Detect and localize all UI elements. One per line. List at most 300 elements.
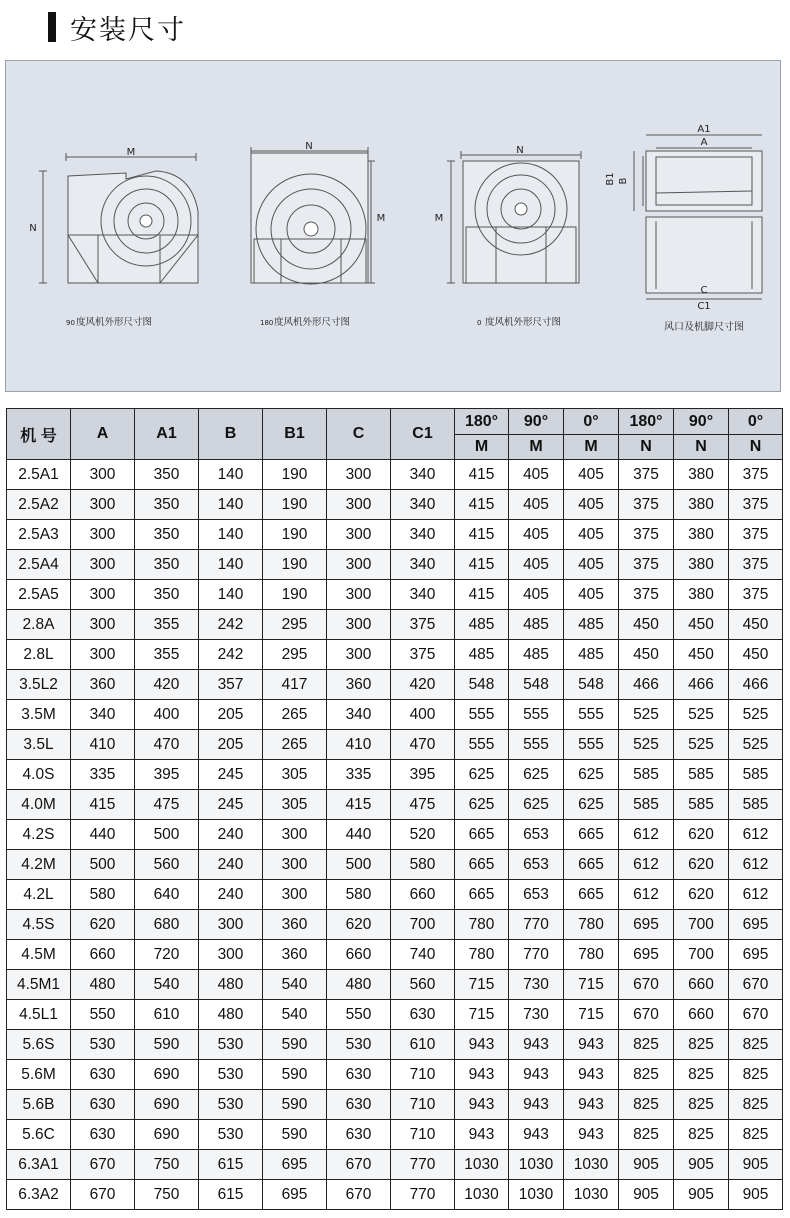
- table-cell: 405: [564, 580, 619, 610]
- table-cell: 690: [135, 1120, 199, 1150]
- table-cell: 665: [564, 850, 619, 880]
- table-cell: 300: [71, 610, 135, 640]
- table-cell: 380: [674, 520, 729, 550]
- model-cell: 4.5S: [7, 910, 71, 940]
- model-cell: 2.5A2: [7, 490, 71, 520]
- table-cell: 585: [674, 790, 729, 820]
- table-cell: 410: [71, 730, 135, 760]
- table-row: [7, 640, 783, 670]
- table-cell: 825: [674, 1120, 729, 1150]
- table-cell: 440: [327, 820, 391, 850]
- fan-180-diagram: [251, 141, 385, 328]
- table-cell: 660: [674, 1000, 729, 1030]
- table-cell: 205: [199, 730, 263, 760]
- header-angle-180-n: 180°: [619, 409, 674, 435]
- table-cell: 300: [327, 460, 391, 490]
- table-cell: 612: [619, 820, 674, 850]
- table-cell: 240: [199, 820, 263, 850]
- model-cell: 2.5A1: [7, 460, 71, 490]
- table-cell: 585: [729, 790, 783, 820]
- table-cell: 265: [263, 700, 327, 730]
- table-cell: 825: [674, 1030, 729, 1060]
- table-cell: 670: [619, 1000, 674, 1030]
- table-cell: 300: [327, 610, 391, 640]
- table-cell: 943: [455, 1120, 509, 1150]
- table-cell: 375: [619, 550, 674, 580]
- table-cell: 555: [564, 730, 619, 760]
- header-angle-0-n: 0°: [729, 409, 783, 435]
- header-c: C: [327, 409, 391, 460]
- table-cell: 610: [391, 1030, 455, 1060]
- table-cell: 375: [729, 550, 783, 580]
- table-cell: 590: [263, 1090, 327, 1120]
- table-cell: 360: [327, 670, 391, 700]
- fan-0-caption: 度风机外形尺寸图: [485, 317, 562, 328]
- table-row: [7, 1150, 783, 1180]
- table-cell: 905: [619, 1150, 674, 1180]
- table-cell: 470: [391, 730, 455, 760]
- table-cell: 825: [619, 1090, 674, 1120]
- subheader-m: M: [455, 435, 509, 460]
- table-cell: 540: [263, 970, 327, 1000]
- table-cell: 205: [199, 700, 263, 730]
- table-cell: 300: [263, 880, 327, 910]
- table-cell: 625: [455, 760, 509, 790]
- table-cell: 357: [199, 670, 263, 700]
- fan-0-label-m: M: [434, 213, 444, 224]
- table-cell: 480: [199, 1000, 263, 1030]
- table-cell: 580: [391, 850, 455, 880]
- table-cell: 710: [391, 1120, 455, 1150]
- table-cell: 415: [327, 790, 391, 820]
- table-cell: 585: [619, 790, 674, 820]
- table-cell: 450: [729, 640, 783, 670]
- table-cell: 825: [674, 1060, 729, 1090]
- table-cell: 825: [619, 1120, 674, 1150]
- table-cell: 500: [71, 850, 135, 880]
- table-row: [7, 850, 783, 880]
- table-cell: 590: [135, 1030, 199, 1060]
- table-cell: 350: [135, 580, 199, 610]
- table-cell: 300: [263, 850, 327, 880]
- table-cell: 715: [564, 970, 619, 1000]
- table-cell: 1030: [564, 1150, 619, 1180]
- table-cell: 520: [391, 820, 455, 850]
- table-cell: 415: [455, 550, 509, 580]
- table-cell: 240: [199, 880, 263, 910]
- table-row: [7, 520, 783, 550]
- table-cell: 530: [199, 1060, 263, 1090]
- table-cell: 415: [455, 460, 509, 490]
- table-row: [7, 1090, 783, 1120]
- table-cell: 555: [509, 700, 564, 730]
- table-cell: 450: [674, 610, 729, 640]
- table-cell: 360: [263, 940, 327, 970]
- table-cell: 630: [71, 1090, 135, 1120]
- table-cell: 750: [135, 1150, 199, 1180]
- table-cell: 420: [135, 670, 199, 700]
- model-cell: 4.5L1: [7, 1000, 71, 1030]
- table-cell: 825: [674, 1090, 729, 1120]
- table-cell: 530: [71, 1030, 135, 1060]
- table-row: [7, 1180, 783, 1210]
- table-cell: 625: [509, 760, 564, 790]
- table-cell: 405: [564, 460, 619, 490]
- table-cell: 630: [71, 1060, 135, 1090]
- table-cell: 695: [263, 1180, 327, 1210]
- table-cell: 670: [327, 1180, 391, 1210]
- table-cell: 670: [71, 1180, 135, 1210]
- table-cell: 190: [263, 520, 327, 550]
- dimension-diagrams: [6, 61, 782, 393]
- table-cell: 665: [455, 880, 509, 910]
- table-cell: 300: [199, 940, 263, 970]
- subheader-m: M: [509, 435, 564, 460]
- outlet-label-b1: B1: [605, 172, 616, 186]
- table-cell: 680: [135, 910, 199, 940]
- table-cell: 580: [71, 880, 135, 910]
- table-cell: 300: [71, 520, 135, 550]
- table-cell: 350: [135, 520, 199, 550]
- table-cell: 653: [509, 820, 564, 850]
- model-cell: 4.2L: [7, 880, 71, 910]
- table-cell: 665: [455, 820, 509, 850]
- header-angle-90-m: 90°: [509, 409, 564, 435]
- table-cell: 943: [509, 1030, 564, 1060]
- subheader-n: N: [674, 435, 729, 460]
- table-cell: 720: [135, 940, 199, 970]
- model-cell: 2.5A4: [7, 550, 71, 580]
- table-cell: 770: [509, 910, 564, 940]
- table-row: [7, 580, 783, 610]
- table-cell: 690: [135, 1060, 199, 1090]
- table-cell: 625: [509, 790, 564, 820]
- fan-90-caption: 度风机外形尺寸图: [76, 317, 153, 328]
- table-row: [7, 1000, 783, 1030]
- outlet-footing-diagram: [605, 124, 762, 333]
- table-cell: 905: [729, 1180, 783, 1210]
- table-cell: 943: [564, 1090, 619, 1120]
- table-cell: 140: [199, 550, 263, 580]
- table-cell: 780: [564, 910, 619, 940]
- table-cell: 400: [135, 700, 199, 730]
- table-cell: 715: [455, 1000, 509, 1030]
- table-cell: 295: [263, 640, 327, 670]
- table-cell: 943: [509, 1060, 564, 1090]
- table-row: [7, 490, 783, 520]
- fan-90-diagram: [29, 147, 198, 328]
- table-cell: 670: [729, 1000, 783, 1030]
- table-cell: 560: [135, 850, 199, 880]
- table-cell: 405: [509, 520, 564, 550]
- table-cell: 140: [199, 580, 263, 610]
- table-cell: 375: [619, 580, 674, 610]
- table-row: [7, 970, 783, 1000]
- table-cell: 612: [729, 850, 783, 880]
- table-cell: 340: [391, 460, 455, 490]
- table-cell: 780: [455, 910, 509, 940]
- table-cell: 715: [455, 970, 509, 1000]
- table-cell: 245: [199, 760, 263, 790]
- fan-180-label-m: M: [376, 213, 386, 224]
- table-cell: 630: [71, 1120, 135, 1150]
- table-cell: 640: [135, 880, 199, 910]
- table-row: [7, 940, 783, 970]
- table-cell: 417: [263, 670, 327, 700]
- table-cell: 670: [729, 970, 783, 1000]
- dimension-diagrams-panel: [5, 60, 781, 392]
- table-cell: 548: [509, 670, 564, 700]
- table-cell: 710: [391, 1060, 455, 1090]
- model-cell: 2.5A5: [7, 580, 71, 610]
- table-cell: 242: [199, 610, 263, 640]
- model-cell: 5.6C: [7, 1120, 71, 1150]
- table-cell: 548: [455, 670, 509, 700]
- table-cell: 555: [564, 700, 619, 730]
- table-cell: 450: [674, 640, 729, 670]
- table-cell: 1030: [509, 1150, 564, 1180]
- table-cell: 1030: [509, 1180, 564, 1210]
- table-cell: 670: [327, 1150, 391, 1180]
- table-cell: 335: [71, 760, 135, 790]
- table-cell: 375: [729, 520, 783, 550]
- table-cell: 340: [391, 490, 455, 520]
- table-row: [7, 700, 783, 730]
- table-cell: 625: [564, 760, 619, 790]
- table-cell: 300: [71, 490, 135, 520]
- table-cell: 710: [391, 1090, 455, 1120]
- outlet-label-a: A: [700, 137, 708, 148]
- table-cell: 665: [564, 820, 619, 850]
- table-cell: 695: [263, 1150, 327, 1180]
- table-cell: 415: [455, 520, 509, 550]
- model-cell: 4.5M: [7, 940, 71, 970]
- table-cell: 355: [135, 640, 199, 670]
- table-cell: 730: [509, 1000, 564, 1030]
- table-cell: 615: [199, 1180, 263, 1210]
- table-cell: 300: [327, 490, 391, 520]
- fan-90-label-n: N: [29, 223, 37, 234]
- table-cell: 660: [391, 880, 455, 910]
- table-cell: 1030: [455, 1150, 509, 1180]
- table-cell: 825: [729, 1030, 783, 1060]
- table-cell: 825: [729, 1060, 783, 1090]
- table-cell: 485: [455, 610, 509, 640]
- table-cell: 525: [674, 730, 729, 760]
- table-cell: 943: [509, 1120, 564, 1150]
- table-cell: 360: [263, 910, 327, 940]
- table-row: [7, 880, 783, 910]
- table-cell: 470: [135, 730, 199, 760]
- fan-180-caption: 度风机外形尺寸图: [274, 317, 351, 328]
- table-cell: 480: [71, 970, 135, 1000]
- table-cell: 770: [391, 1150, 455, 1180]
- table-cell: 943: [564, 1120, 619, 1150]
- table-cell: 585: [674, 760, 729, 790]
- model-cell: 5.6S: [7, 1030, 71, 1060]
- fan-90-caption-num: 90: [66, 319, 75, 327]
- table-cell: 240: [199, 850, 263, 880]
- table-cell: 140: [199, 520, 263, 550]
- model-cell: 3.5M: [7, 700, 71, 730]
- table-cell: 620: [71, 910, 135, 940]
- table-cell: 485: [564, 640, 619, 670]
- table-cell: 300: [327, 520, 391, 550]
- table-cell: 340: [391, 580, 455, 610]
- table-cell: 525: [729, 700, 783, 730]
- table-cell: 420: [391, 670, 455, 700]
- table-cell: 405: [509, 580, 564, 610]
- header-angle-180-m: 180°: [455, 409, 509, 435]
- table-cell: 612: [619, 880, 674, 910]
- model-cell: 6.3A2: [7, 1180, 71, 1210]
- model-cell: 4.0S: [7, 760, 71, 790]
- table-cell: 300: [199, 910, 263, 940]
- outlet-label-c1: C1: [697, 301, 711, 312]
- table-cell: 530: [199, 1120, 263, 1150]
- table-cell: 140: [199, 490, 263, 520]
- table-row: [7, 760, 783, 790]
- table-cell: 695: [619, 910, 674, 940]
- table-cell: 415: [455, 490, 509, 520]
- header-a: A: [71, 409, 135, 460]
- model-cell: 5.6M: [7, 1060, 71, 1090]
- table-cell: 905: [674, 1180, 729, 1210]
- table-cell: 375: [729, 490, 783, 520]
- model-cell: 5.6B: [7, 1090, 71, 1120]
- table-cell: 305: [263, 760, 327, 790]
- table-cell: 615: [199, 1150, 263, 1180]
- table-cell: 340: [391, 520, 455, 550]
- section-header: [48, 10, 186, 44]
- table-cell: 380: [674, 580, 729, 610]
- table-cell: 625: [455, 790, 509, 820]
- table-cell: 300: [71, 460, 135, 490]
- table-cell: 1030: [455, 1180, 509, 1210]
- table-cell: 300: [327, 580, 391, 610]
- table-cell: 740: [391, 940, 455, 970]
- table-cell: 653: [509, 850, 564, 880]
- table-row: [7, 1060, 783, 1090]
- table-cell: 450: [619, 610, 674, 640]
- header-angle-90-n: 90°: [674, 409, 729, 435]
- table-cell: 405: [509, 490, 564, 520]
- table-cell: 700: [674, 940, 729, 970]
- table-cell: 300: [327, 550, 391, 580]
- table-cell: 548: [564, 670, 619, 700]
- table-cell: 1030: [564, 1180, 619, 1210]
- table-cell: 466: [674, 670, 729, 700]
- table-cell: 410: [327, 730, 391, 760]
- model-cell: 6.3A1: [7, 1150, 71, 1180]
- table-row: [7, 820, 783, 850]
- table-cell: 690: [135, 1090, 199, 1120]
- model-cell: 4.0M: [7, 790, 71, 820]
- table-row: [7, 730, 783, 760]
- table-cell: 590: [263, 1120, 327, 1150]
- table-cell: 665: [455, 850, 509, 880]
- table-cell: 825: [619, 1060, 674, 1090]
- table-cell: 660: [71, 940, 135, 970]
- table-cell: 770: [509, 940, 564, 970]
- table-cell: 190: [263, 490, 327, 520]
- table-row: [7, 790, 783, 820]
- subheader-m: M: [564, 435, 619, 460]
- table-cell: 415: [455, 580, 509, 610]
- table-row: [7, 670, 783, 700]
- table-cell: 943: [509, 1090, 564, 1120]
- table-cell: 375: [729, 460, 783, 490]
- table-cell: 780: [564, 940, 619, 970]
- table-cell: 295: [263, 610, 327, 640]
- table-cell: 140: [199, 460, 263, 490]
- table-cell: 585: [729, 760, 783, 790]
- table-cell: 375: [391, 640, 455, 670]
- table-cell: 540: [263, 1000, 327, 1030]
- table-cell: 770: [391, 1180, 455, 1210]
- table-cell: 475: [135, 790, 199, 820]
- section-title: 安装尺寸: [70, 14, 186, 46]
- table-cell: 415: [71, 790, 135, 820]
- table-cell: 525: [674, 700, 729, 730]
- table-row: [7, 1120, 783, 1150]
- table-cell: 305: [263, 790, 327, 820]
- table-cell: 943: [455, 1090, 509, 1120]
- table-cell: 695: [729, 910, 783, 940]
- table-cell: 525: [729, 730, 783, 760]
- table-cell: 610: [135, 1000, 199, 1030]
- table-cell: 405: [509, 460, 564, 490]
- model-cell: 4.2S: [7, 820, 71, 850]
- table-cell: 530: [199, 1030, 263, 1060]
- table-cell: 395: [135, 760, 199, 790]
- table-cell: 475: [391, 790, 455, 820]
- table-cell: 440: [71, 820, 135, 850]
- table-cell: 300: [71, 580, 135, 610]
- table-cell: 560: [391, 970, 455, 1000]
- table-cell: 590: [263, 1060, 327, 1090]
- table-cell: 550: [71, 1000, 135, 1030]
- table-cell: 190: [263, 580, 327, 610]
- table-cell: 590: [263, 1030, 327, 1060]
- table-cell: 405: [564, 490, 619, 520]
- table-cell: 555: [509, 730, 564, 760]
- table-cell: 550: [327, 1000, 391, 1030]
- table-cell: 943: [564, 1060, 619, 1090]
- table-cell: 190: [263, 460, 327, 490]
- model-cell: 2.8L: [7, 640, 71, 670]
- table-cell: 660: [327, 940, 391, 970]
- table-cell: 190: [263, 550, 327, 580]
- table-cell: 670: [71, 1150, 135, 1180]
- table-cell: 485: [509, 610, 564, 640]
- table-cell: 653: [509, 880, 564, 910]
- table-cell: 825: [729, 1120, 783, 1150]
- table-cell: 612: [619, 850, 674, 880]
- table-cell: 450: [729, 610, 783, 640]
- table-cell: 555: [455, 730, 509, 760]
- table-cell: 300: [71, 640, 135, 670]
- table-cell: 380: [674, 550, 729, 580]
- table-cell: 405: [509, 550, 564, 580]
- fan-0-label-n: N: [516, 145, 524, 156]
- table-cell: 466: [729, 670, 783, 700]
- table-cell: 630: [327, 1060, 391, 1090]
- table-cell: 665: [564, 880, 619, 910]
- table-cell: 380: [674, 490, 729, 520]
- table-row: [7, 1030, 783, 1060]
- table-cell: 375: [729, 580, 783, 610]
